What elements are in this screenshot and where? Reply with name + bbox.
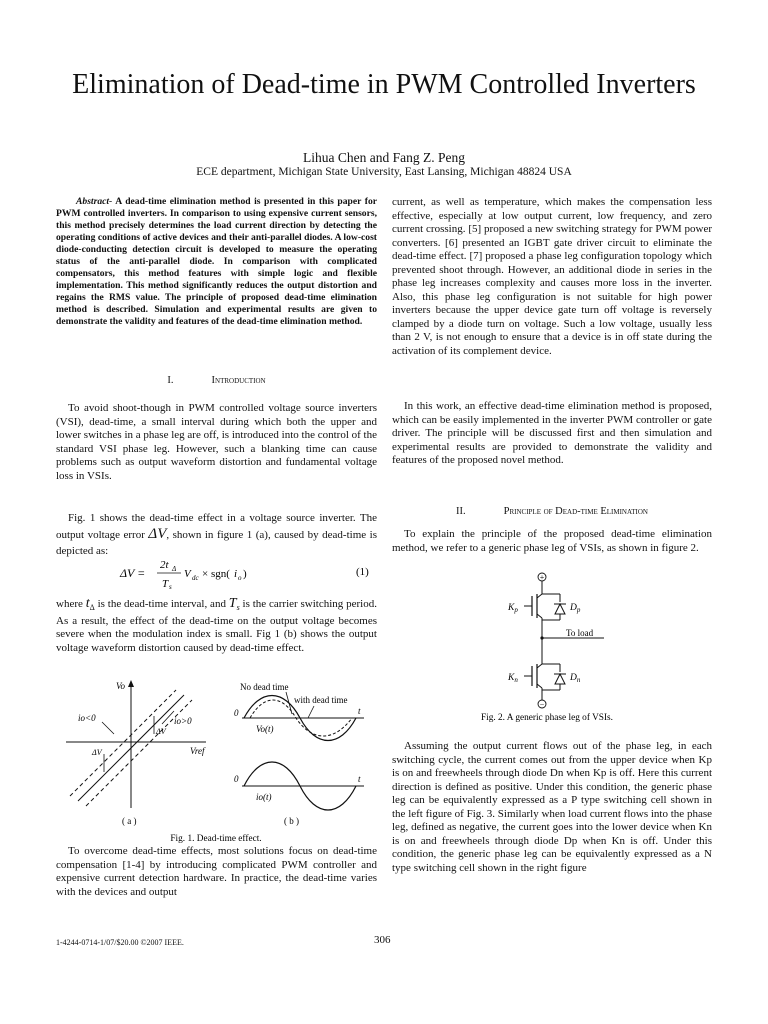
svg-text:T: T bbox=[162, 578, 169, 590]
section-heading-1 bbox=[56, 374, 377, 388]
label-vo: Vo bbox=[116, 681, 125, 691]
abstract-lead: Abstract- bbox=[76, 196, 113, 207]
svg-text:s: s bbox=[169, 583, 172, 591]
svg-text:dc: dc bbox=[192, 574, 199, 582]
label-io-negative: io<0 bbox=[78, 713, 96, 723]
section-title: Introduction bbox=[211, 375, 266, 386]
label-b: ( b ) bbox=[284, 816, 299, 826]
section-title: Principle of Dead-time Elimination bbox=[503, 506, 648, 517]
svg-text:): ) bbox=[243, 568, 247, 580]
figure-1-graphic bbox=[56, 676, 377, 846]
svg-text:Δ: Δ bbox=[172, 565, 177, 573]
label-dv-upper: ΔV bbox=[156, 727, 166, 736]
figure-2 bbox=[392, 568, 712, 728]
paragraph: Assuming the output current flows out of the phase leg, in each switching cycle, the current comes out from the upper device when Kp is on and freewheels through diode Dn when Kp is off. Here this current direction is defined as positive. Under this condition, the generic phase leg can be equivalently expressed as a P type switching cell shown in the left figure of Fig. 3. Similarly when load current flows into the phase leg, defined as negative, the current goes into the lower device when Kn is on and freewheels through diode Dp when Kn is off. Under this condition, the generic phase leg can be equivalently expressed as a N type switching cell shown in the right figure bbox=[392, 740, 712, 874]
label-vref: Vref bbox=[190, 746, 205, 756]
page-number: 306 bbox=[374, 934, 391, 946]
svg-text:ΔV =: ΔV = bbox=[120, 566, 146, 580]
paragraph: To explain the principle of the proposed dead-time elimination method, we refer to a generic phase leg of VSIs, as shown in figure 2. bbox=[392, 528, 712, 554]
right-paragraph-2 bbox=[392, 400, 712, 468]
figure-2-caption: Fig. 2. A generic phase leg of VSIs. bbox=[480, 713, 614, 723]
paragraph-start: Fig. 1 shows the dead-time effect in a voltage source inverter. The output voltage error bbox=[56, 512, 377, 541]
label-a: ( a ) bbox=[122, 816, 137, 826]
label-t-bottom: t bbox=[358, 774, 361, 784]
label-no-dead-time: No dead time bbox=[240, 682, 289, 692]
delta-v-symbol: ΔV bbox=[148, 526, 167, 542]
right-paragraph-4 bbox=[392, 740, 712, 875]
paragraph: To overcome dead-time effects, most solutions focus on dead-time compensation [1-4] by introducing complicated PWM controller and expensive current detection hardware. In practice, the dead-time varies with the devices and output bbox=[56, 845, 377, 898]
section-number: I. bbox=[167, 375, 174, 386]
minus-terminal: − bbox=[539, 700, 545, 709]
equation-1 bbox=[56, 554, 377, 592]
label-kp: $K_p$ bbox=[508, 603, 518, 614]
intro-paragraph-4 bbox=[56, 845, 377, 899]
paragraph: current, as well as temperature, which makes the compensation less effective, especially at low output current, low frequency, and zero current crossing. [5] proposed a new switching strategy for PWM power converters. [6] presented an IGBT gate driver circuit to eliminate the dead-time effect. [7] proposed a phase leg configuration topology which prevented shoot through. However, an additional diode in series in the phase leg increases complexity and causes more loss in the inverter. Also, this phase leg configuration is not suitable for high power inverters because the upper device gate turn off voltage is reversely clamped by a diode turn on voltage. Such a low voltage, usually less than 2 V, is not enough to ensure that a device is in off state during the activation of its complement device. bbox=[392, 196, 712, 357]
paragraph: In this work, an effective dead-time elimination method is proposed, which can be easily implemented in the inverter PWM controller or gate driver. The principle will be discussed first and then simulation and experimental results are provided to demonstrate the validity and features of the proposed novel method. bbox=[392, 400, 712, 466]
label-vo-t: Vo(t) bbox=[256, 724, 274, 734]
left-column bbox=[56, 196, 377, 328]
abstract bbox=[56, 196, 377, 328]
svg-text:2t: 2t bbox=[160, 559, 169, 571]
footer-copyright: 1-4244-0714-1/07/$20.00 ©2007 IEEE. bbox=[56, 938, 184, 947]
intro-paragraph-1 bbox=[56, 402, 377, 483]
to-load-label: To load bbox=[566, 628, 594, 638]
text-segment: is the carrier switching period. As a result, the effect of the dead-time on the output voltage becomes severe when the modulation index is small. Fig 1 (b) shows the output voltage waveform distortion caused by dead-time effect. bbox=[56, 598, 377, 654]
right-paragraph-1 bbox=[392, 196, 712, 358]
label-kn: $K_n$ bbox=[508, 673, 518, 684]
abstract-text: A dead-time elimination method is presented in this paper for PWM controlled inverters. In comparison to using expensive current sensors, this method precisely determines the load current direction by detecting the operating conditions of active devices and their anti-parallel diodes. A low-cost diode-conducting detection circuit is developed to measure the operating status of the anti-parallel diode. In comparison with complicated compensators, this method features with simple logic and flexible implementation. This method significantly reduces the output distortion and regains the RMS value. The principle of proposed dead-time elimination method is described. Simulation and experimental results are given to demonstrate the validity and features of the dead-time elimination method. bbox=[56, 196, 377, 327]
section-number: II. bbox=[456, 506, 466, 517]
figure-1 bbox=[56, 676, 377, 846]
svg-text:i: i bbox=[234, 568, 238, 580]
label-dn: $D_n$ bbox=[570, 673, 581, 684]
label-zero-top: 0 bbox=[234, 708, 239, 718]
paragraph: To avoid shoot-though in PWM controlled voltage source inverters (VSI), dead-time, a small interval during which both the upper and lower switches in a phase leg are off, is introduced into the control of the standard VSI phase leg. However, such a blanking time can cause problems such as output waveform distortion and fundamental voltage loss in VSIs. bbox=[56, 402, 377, 482]
label-io-t: io(t) bbox=[256, 792, 272, 802]
label-dp: $D_p$ bbox=[570, 603, 581, 614]
section-heading-2 bbox=[392, 505, 712, 519]
text-segment: where bbox=[56, 598, 86, 610]
figure-2-graphic bbox=[392, 568, 712, 728]
figure-1-caption: Fig. 1. Dead-time effect. bbox=[170, 834, 262, 844]
authors: Lihua Chen and Fang Z. Peng bbox=[303, 150, 465, 165]
right-paragraph-3 bbox=[392, 528, 712, 555]
intro-paragraph-2 bbox=[56, 510, 377, 559]
equation-number: (1) bbox=[356, 566, 369, 578]
affiliation: ECE department, Michigan State University, East Lansing, Michigan 48824 USA bbox=[196, 166, 572, 178]
label-t-top: t bbox=[358, 706, 361, 716]
plus-terminal: + bbox=[539, 573, 545, 582]
svg-text:× sgn(: × sgn( bbox=[202, 568, 230, 580]
paper-title: Elimination of Dead-time in PWM Controlled Inverters bbox=[72, 69, 696, 100]
equation-graphic bbox=[56, 554, 377, 592]
label-io-positive: io>0 bbox=[174, 716, 192, 726]
intro-paragraph-3: where $t_\Delta$ is the dead-time interval, and $T_s$ is the carrier switching period. As a result, the effect of the dead-time on the output voltage becomes severe when the modulation index is small. Fig 1 (b) shows the output voltage waveform distortion caused by dead-time effect. bbox=[56, 596, 377, 654]
text-segment: is the dead-time interval, and bbox=[94, 598, 229, 610]
label-with-dead-time: with dead time bbox=[294, 695, 348, 705]
svg-text:o: o bbox=[238, 574, 242, 582]
label-dv-lower: ΔV bbox=[92, 748, 102, 757]
svg-text:V: V bbox=[184, 568, 191, 580]
label-zero-bottom: 0 bbox=[234, 774, 239, 784]
paragraph-end: , shown in figure 1 (a), caused by dead-time is depicted as: bbox=[56, 529, 377, 557]
